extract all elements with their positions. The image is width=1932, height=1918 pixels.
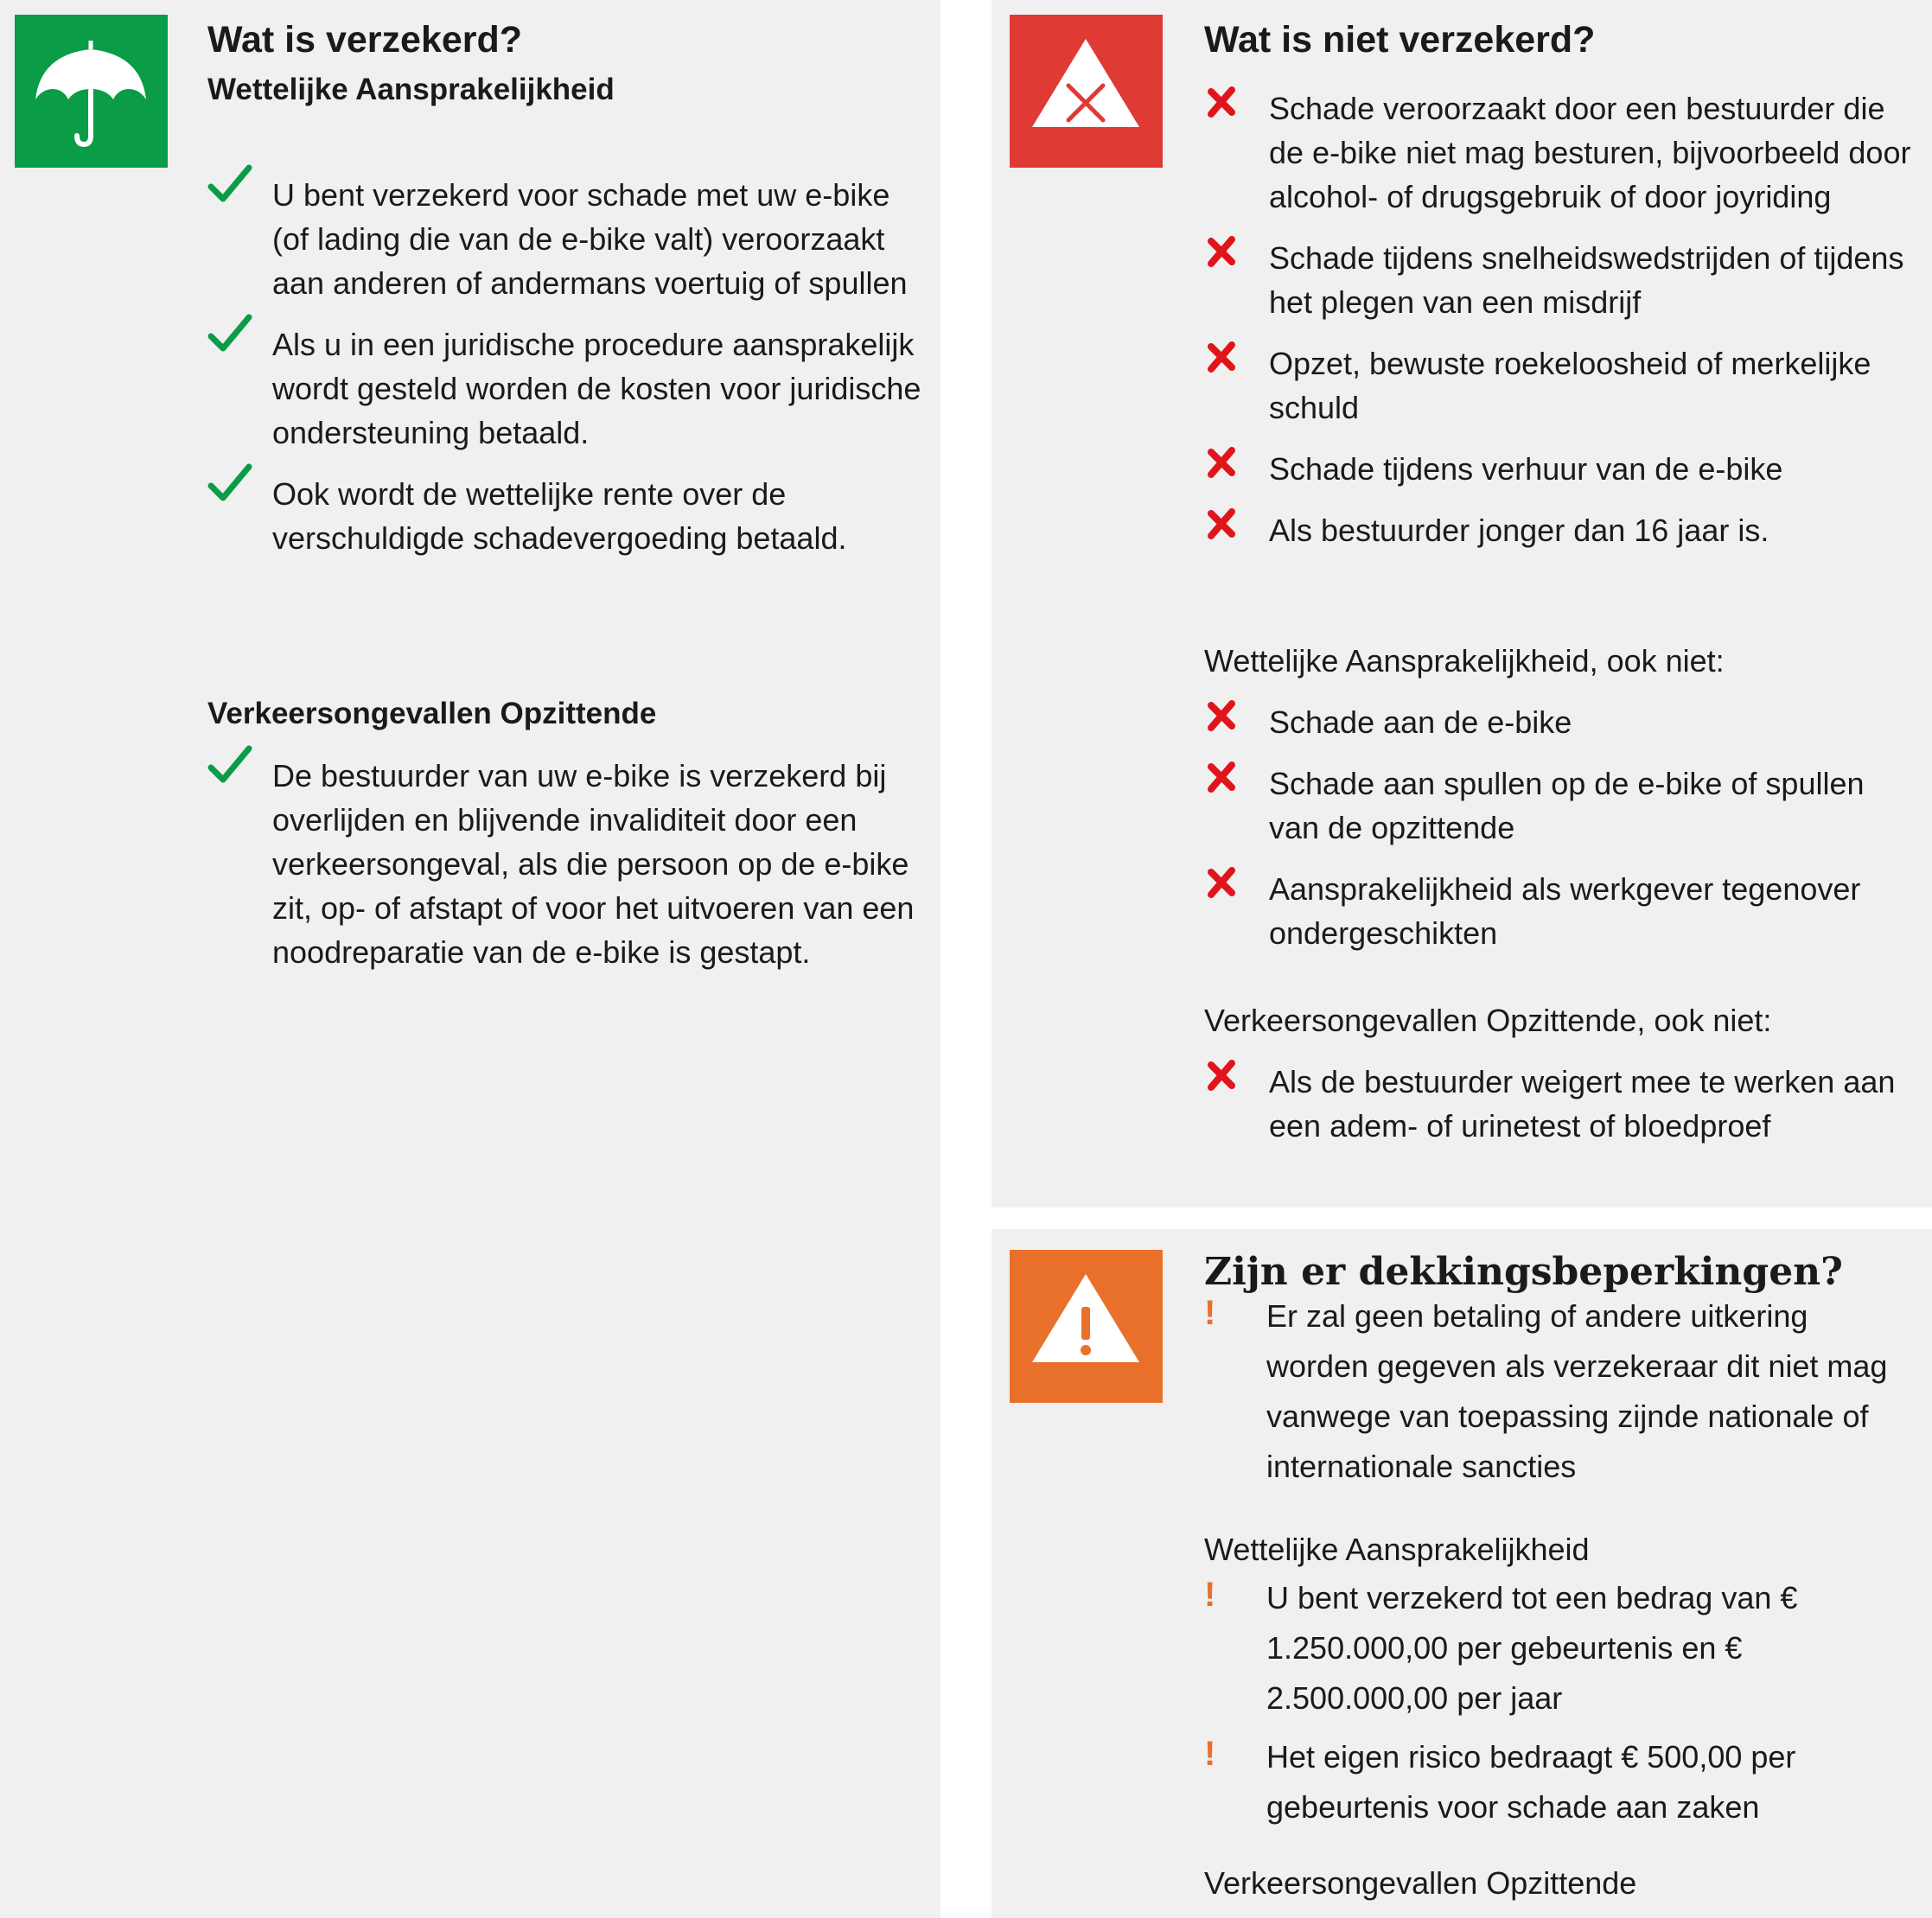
liability-limits-list bbox=[1204, 1573, 1906, 1841]
list-item: De bestuurder van uw e-bike is verzekerd bij overlijden en blijvende invaliditeit door een verkeersongeval, als die persoon op de e-bike zit, op- of afstapt of voor het uitvoeren van een noodreparatie van de e-bike is gestapt. bbox=[272, 754, 925, 974]
section-title-liability-limits: Wettelijke Aansprakelijkheid bbox=[1204, 1532, 1590, 1567]
checkmark-icon bbox=[207, 162, 252, 207]
liability-exclusions-list bbox=[1269, 700, 1917, 972]
list-item: ! Het eigen risico bedraagt € 500,00 per gebeurtenis voor schade aan zaken bbox=[1266, 1732, 1906, 1832]
cross-icon bbox=[1204, 698, 1239, 733]
warning-exclamation-icon bbox=[1010, 1250, 1163, 1403]
warning-cross-icon bbox=[1010, 15, 1163, 168]
exclamation-icon: ! bbox=[1204, 1294, 1216, 1332]
list-item: Schade veroorzaakt door een bestuurder die de e-bike niet mag besturen, bijvoorbeeld door alcohol- of drugsgebruik of door joyriding bbox=[1269, 86, 1917, 219]
cross-icon bbox=[1204, 1058, 1239, 1093]
list-item: Als u in een juridische procedure aansprakelijk wordt gesteld worden de kosten voor juridische ondersteuning betaald. bbox=[272, 322, 925, 455]
cross-icon bbox=[1204, 340, 1239, 374]
list-item: Schade aan spullen op de e-bike of spullen van de opzittende bbox=[1269, 761, 1917, 850]
checkmark-icon bbox=[207, 312, 252, 357]
exclamation-icon: ! bbox=[1204, 1735, 1216, 1773]
list-item: Schade aan de e-bike bbox=[1269, 700, 1917, 744]
cross-icon bbox=[1204, 865, 1239, 900]
list-item: Opzet, bewuste roekeloosheid of merkelijke schuld bbox=[1269, 341, 1917, 430]
insured-passenger-list bbox=[272, 754, 925, 991]
list-item: Als de bestuurder weigert mee te werken aan een adem- of urinetest of bloedproef bbox=[1269, 1060, 1917, 1148]
checkmark-icon bbox=[207, 743, 252, 788]
list-item: Schade tijdens verhuur van de e-bike bbox=[1269, 447, 1917, 491]
not-insured-list bbox=[1269, 86, 1917, 570]
insured-liability-list bbox=[272, 173, 925, 577]
checkmark-icon bbox=[207, 462, 252, 507]
list-item: Als bestuurder jonger dan 16 jaar is. bbox=[1269, 508, 1917, 552]
coverage-limits-title: Zijn er dekkingsbeperkingen? bbox=[1204, 1250, 1843, 1294]
list-item: ! U bent verzekerd tot een bedrag van € 1.250.000,00 per gebeurtenis en € 2.500.000,00 per jaar bbox=[1266, 1573, 1906, 1724]
umbrella-icon bbox=[15, 15, 168, 168]
not-insured-panel bbox=[992, 0, 1932, 1208]
section-title-passenger-limits: Verkeersongevallen Opzittende bbox=[1204, 1865, 1637, 1901]
list-item: ! Er zal geen betaling of andere uitkering worden gegeven als verzekeraar dit niet mag vanwege van toepassing zijnde nationale of internationale sancties bbox=[1266, 1291, 1906, 1492]
cross-icon bbox=[1204, 445, 1239, 480]
section-title-liability-exclusions: Wettelijke Aansprakelijkheid, ook niet: bbox=[1204, 643, 1725, 679]
list-item: Ook wordt de wettelijke rente over de verschuldigde schadevergoeding betaald. bbox=[272, 472, 925, 560]
list-item: Aansprakelijkheid als werkgever tegenover ondergeschikten bbox=[1269, 867, 1917, 955]
insured-panel bbox=[0, 0, 940, 1918]
insured-title: Wat is verzekerd? bbox=[207, 19, 523, 61]
section-title-passenger-exclusions: Verkeersongevallen Opzittende, ook niet: bbox=[1204, 1003, 1772, 1038]
cross-icon bbox=[1204, 760, 1239, 794]
list-item: Schade tijdens snelheidswedstrijden of tijdens het plegen van een misdrijf bbox=[1269, 236, 1917, 324]
coverage-limits-panel bbox=[992, 1229, 1932, 1918]
cross-icon bbox=[1204, 234, 1239, 269]
not-insured-title: Wat is niet verzekerd? bbox=[1204, 19, 1596, 61]
section-title-liability: Wettelijke Aansprakelijkheid bbox=[207, 73, 615, 106]
cross-icon bbox=[1204, 507, 1239, 541]
coverage-limits-list bbox=[1204, 1291, 1906, 1501]
section-title-passenger-accidents: Verkeersongevallen Opzittende bbox=[207, 697, 657, 730]
cross-icon bbox=[1204, 85, 1239, 119]
list-item: U bent verzekerd voor schade met uw e-bike (of lading die van de e-bike valt) veroorzaakt aan anderen of andermans voertuig of spullen bbox=[272, 173, 925, 305]
exclamation-icon: ! bbox=[1204, 1576, 1216, 1614]
passenger-exclusions-list bbox=[1269, 1060, 1917, 1165]
